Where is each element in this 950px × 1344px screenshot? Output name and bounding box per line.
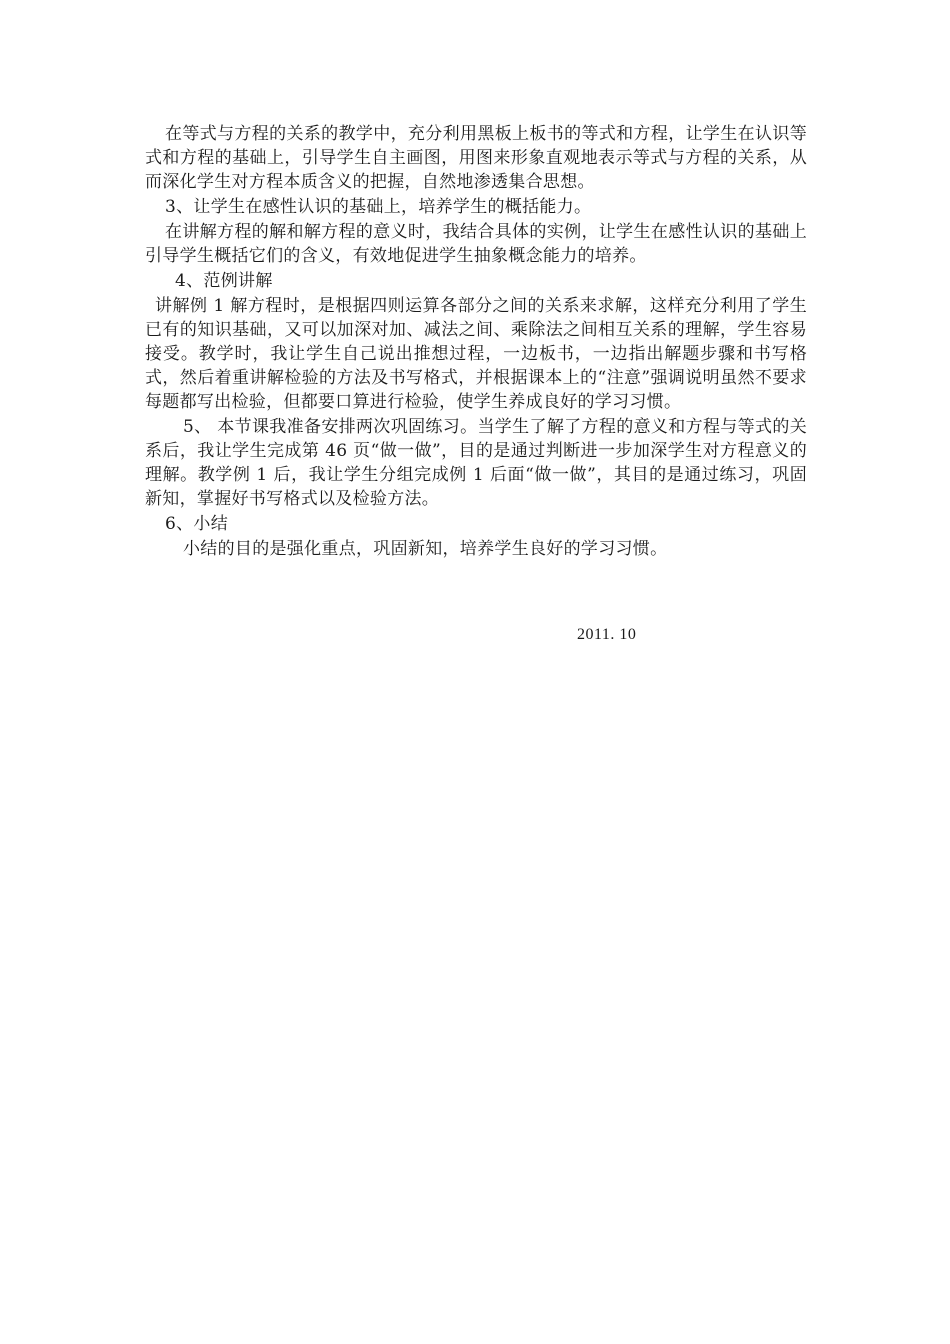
heading-4-examples: 4、范例讲解 bbox=[175, 271, 273, 291]
heading-3-generalization: 3、让学生在感性认识的基础上，培养学生的概括能力。 bbox=[165, 197, 592, 217]
paragraph-solution-meaning: 在讲解方程的解和解方程的意义时，我结合具体的实例，让学生在感性认识的基础上引导学生概括它们的含义，有效地促进学生抽象概念能力的培养。 bbox=[145, 222, 807, 266]
heading-6-summary: 6、小结 bbox=[165, 514, 229, 534]
paragraph-practice: 5、 本节课我准备安排两次巩固练习。当学生了解了方程的意义和方程与等式的关系后，我让学生完成第 46 页“做一做”，目的是通过判断进一步加深学生对方程意义的理解。教学例 1 后，我让学生分组完成例 1 后面“做一做”，其目的是通过练习，巩固新知，掌握好书写格式以及检验方法。 bbox=[145, 417, 807, 509]
paragraph-example-explanation: 讲解例 1 解方程时，是根据四则运算各部分之间的关系来求解，这样充分利用了学生已有的知识基础，又可以加深对加、减法之间、乘除法之间相互关系的理解，学生容易接受。教学时，我让学生自己说出推想过程，一边板书，一边指出解题步骤和书写格式，然后着重讲解检验的方法及书写格式，并根据课本上的“注意”强调说明虽然不要求每题都写出检验，但都要口算进行检验，使学生养成良好的学习习惯。 bbox=[145, 296, 807, 412]
paragraph-summary: 小结的目的是强化重点，巩固新知，培养学生良好的学习习惯。 bbox=[183, 539, 668, 559]
document-body bbox=[145, 122, 807, 561]
paragraph-equation-relation: 在等式与方程的关系的教学中，充分利用黑板上板书的等式和方程，让学生在认识等式和方程的基础上，引导学生自主画图，用图来形象直观地表示等式与方程的关系，从而深化学生对方程本质含义的把握，自然地渗透集合思想。 bbox=[145, 124, 807, 192]
document-date: 2011. 10 bbox=[577, 626, 637, 643]
